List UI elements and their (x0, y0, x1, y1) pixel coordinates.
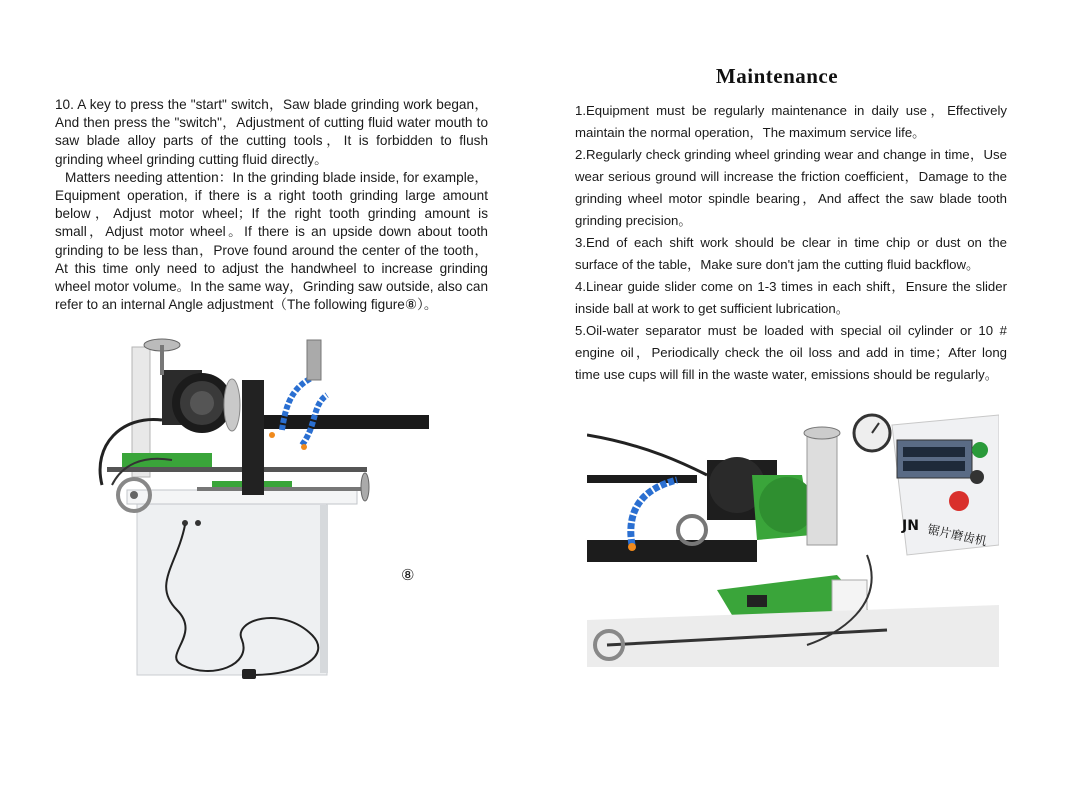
maintenance-list (575, 100, 1007, 386)
attention-paragraph: Matters needing attention：In the grinding blade inside, for example，Equipment operation, if there is a right tooth grinding large amount below，Adjust motor wheel；If the right tooth grinding amount is small，Adjust motor wheel。If there is an upside down about tooth grinding to be less than，Prove found around the center of the tooth，At this time only need to adjust the handwheel to increase grinding wheel motor volume。In the same way，Grinding saw outside, also can refer to an internal Angle adjustment（The following figure⑧）。 (55, 169, 488, 313)
brand-label: 锯片磨齿机 (926, 522, 988, 549)
instructions-column (55, 96, 488, 314)
maintenance-item-3: 3.End of each shift work should be clear in time chip or dust on the surface of the table，Make sure don't jam the cutting fluid backflow。 (575, 235, 1007, 272)
maintenance-title: Maintenance (715, 64, 839, 88)
maintenance-item-4: 4.Linear guide slider come on 1-3 times in each shift，Ensure the slider inside ball at work to get sufficient lubrication。 (575, 279, 1007, 316)
maintenance-item-5: 5.Oil-water separator must be loaded with special oil cylinder or 10 # engine oil，Periodically check the oil loss and add in time；After long time use cups will fill in the waste water, emissions should be regularly。 (575, 323, 1007, 382)
machine-photo-figure-8 (82, 335, 432, 685)
maintenance-item-1: 1.Equipment must be regularly maintenance in daily use，Effectively maintain the normal operation，The maximum service life。 (575, 103, 1007, 140)
svg-text:JN: JN (902, 518, 919, 534)
maintenance-item-2: 2.Regularly check grinding wheel grinding wear and change in time，Use wear serious ground will increase the friction coefficient，Damage to the grinding wheel motor spindle bearing，And affect the saw blade tooth grinding precision。 (575, 147, 1007, 228)
figure-8-label: ⑧ (401, 567, 415, 584)
machine-closeup-photo (587, 405, 999, 667)
step-10-paragraph: 10. A key to press the "start" switch，Saw blade grinding work began，And then press the "switch"，Adjustment of cutting fluid water mouth to saw blade alloy parts of the cutting tools，It is forbidden to flush grinding wheel grinding cutting fluid directly。 (55, 97, 488, 167)
